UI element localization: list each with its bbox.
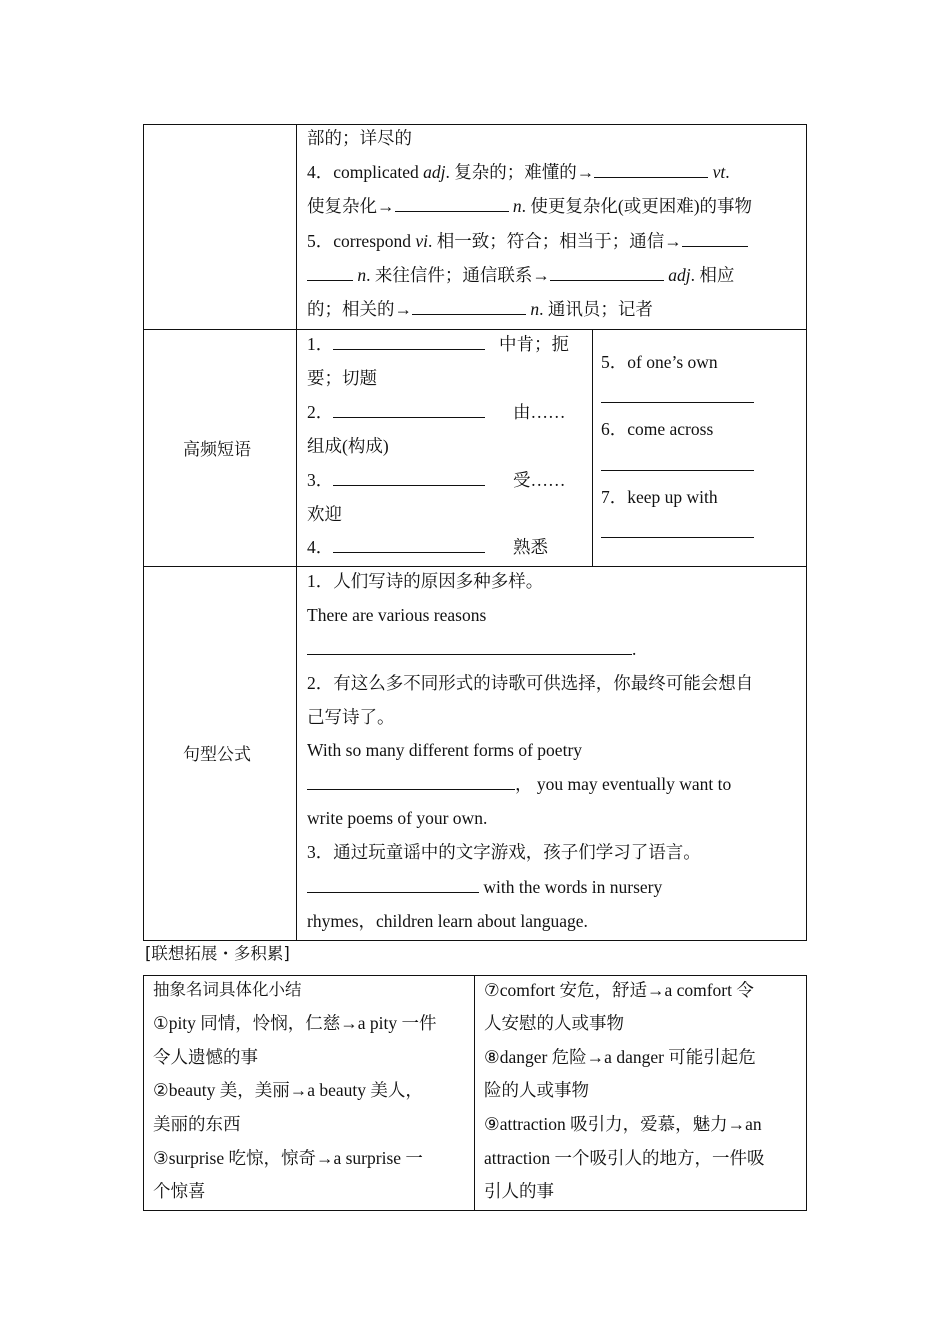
summary-line: 美丽的东西 bbox=[153, 1114, 241, 1134]
phrase-5: 5．of one’s own bbox=[601, 352, 718, 372]
vocab-line-2: 4．complicated adj. 复杂的；难懂的→ vt. bbox=[307, 162, 730, 182]
answer-blank[interactable] bbox=[333, 333, 485, 350]
answer-blank[interactable] bbox=[601, 402, 754, 403]
vocab-line-6: 的；相关的→ n. 通讯员；记者 bbox=[307, 299, 653, 319]
vocab-line-4: 5．correspond vi. 相一致；符合；相当于；通信→ bbox=[307, 230, 748, 252]
answer-blank[interactable] bbox=[307, 264, 353, 281]
phrase-7: 7．keep up with bbox=[601, 487, 718, 507]
phrase-1-cn: 中肯；扼 bbox=[499, 334, 569, 354]
vocab-line-3: 使复杂化→ n. 使更复杂化(或更困难)的事物 bbox=[307, 196, 753, 216]
extension-heading: [联想拓展・多积累] bbox=[145, 944, 290, 963]
sentence-3-en: with the words in nursery bbox=[307, 876, 662, 898]
summary-line: 险的人或事物 bbox=[484, 1080, 589, 1100]
summary-line: ⑦comfort 安危，舒适→a comfort 令 bbox=[484, 980, 754, 1000]
answer-blank[interactable] bbox=[594, 161, 708, 178]
summary-line: ⑧danger 危险→a danger 可能引起危 bbox=[484, 1047, 756, 1067]
answer-blank[interactable] bbox=[601, 470, 754, 471]
phrase-6: 6．come across bbox=[601, 419, 714, 439]
phrases-label: 高频短语 bbox=[183, 440, 251, 460]
summary-line: ③surprise 吃惊，惊奇→a surprise 一 bbox=[153, 1148, 423, 1168]
sentence-1-blank-line: . bbox=[307, 638, 636, 660]
phrase-4: 4． bbox=[307, 536, 485, 558]
answer-blank[interactable] bbox=[307, 638, 632, 655]
answer-blank[interactable] bbox=[307, 876, 479, 893]
sentence-1-en: There are various reasons bbox=[307, 605, 487, 625]
answer-blank[interactable] bbox=[333, 469, 485, 486]
vocab-line-1: 部的；详尽的 bbox=[307, 128, 412, 148]
sentence-2-en: With so many different forms of poetry bbox=[307, 740, 583, 760]
answer-blank[interactable] bbox=[682, 230, 748, 247]
answer-blank[interactable] bbox=[333, 536, 485, 553]
summary-line: 人安慰的人或事物 bbox=[484, 1013, 624, 1033]
summary-line: 引人的事 bbox=[484, 1181, 554, 1201]
summary-line: ①pity 同情，怜悯，仁慈→a pity 一件 bbox=[153, 1013, 437, 1033]
phrase-1: 1． bbox=[307, 333, 485, 355]
summary-line: attraction 一个吸引人的地方，一件吸 bbox=[484, 1148, 765, 1168]
summary-title: 抽象名词具体化小结 bbox=[153, 980, 302, 999]
phrase-2-cn2: 组成(构成) bbox=[307, 436, 389, 456]
summary-line: ②beauty 美，美丽→a beauty 美人， bbox=[153, 1080, 423, 1100]
sentence-2-cn2: 己写诗了。 bbox=[307, 707, 395, 727]
phrase-2-cn: 由…… bbox=[513, 402, 566, 422]
summary-line: 令人遗憾的事 bbox=[153, 1047, 258, 1067]
answer-blank[interactable] bbox=[601, 537, 754, 538]
sentence-3-cn: 3．通过玩童谣中的文字游戏，孩子们学习了语言。 bbox=[307, 842, 701, 862]
sentence-2-cn: 2．有这么多不同形式的诗歌可供选择，你最终可能会想自 bbox=[307, 673, 754, 693]
answer-blank[interactable] bbox=[333, 401, 485, 418]
vocab-line-5: n. 来往信件；通信联系→ adj. 相应 bbox=[307, 264, 734, 286]
sentence-3-en2: rhymes，children learn about language. bbox=[307, 911, 588, 931]
sentence-2-en2: ， you may eventually want to bbox=[307, 773, 731, 795]
phrase-1-cn2: 要；切题 bbox=[307, 368, 377, 388]
summary-line: ⑨attraction 吸引力，爱慕，魅力→an bbox=[484, 1114, 762, 1134]
phrase-3-cn: 受…… bbox=[513, 470, 566, 490]
answer-blank[interactable] bbox=[395, 195, 509, 212]
sentence-2-en3: write poems of your own. bbox=[307, 808, 488, 828]
sentences-label: 句型公式 bbox=[183, 745, 251, 765]
phrase-3-cn2: 欢迎 bbox=[307, 504, 342, 524]
summary-line: 个惊喜 bbox=[153, 1181, 206, 1201]
answer-blank[interactable] bbox=[412, 298, 526, 315]
phrase-2: 2． bbox=[307, 401, 485, 423]
phrase-4-cn: 熟悉 bbox=[513, 537, 548, 557]
phrase-3: 3． bbox=[307, 469, 485, 491]
answer-blank[interactable] bbox=[550, 264, 664, 281]
sentence-1-cn: 1．人们写诗的原因多种多样。 bbox=[307, 571, 544, 591]
answer-blank[interactable] bbox=[307, 773, 515, 790]
